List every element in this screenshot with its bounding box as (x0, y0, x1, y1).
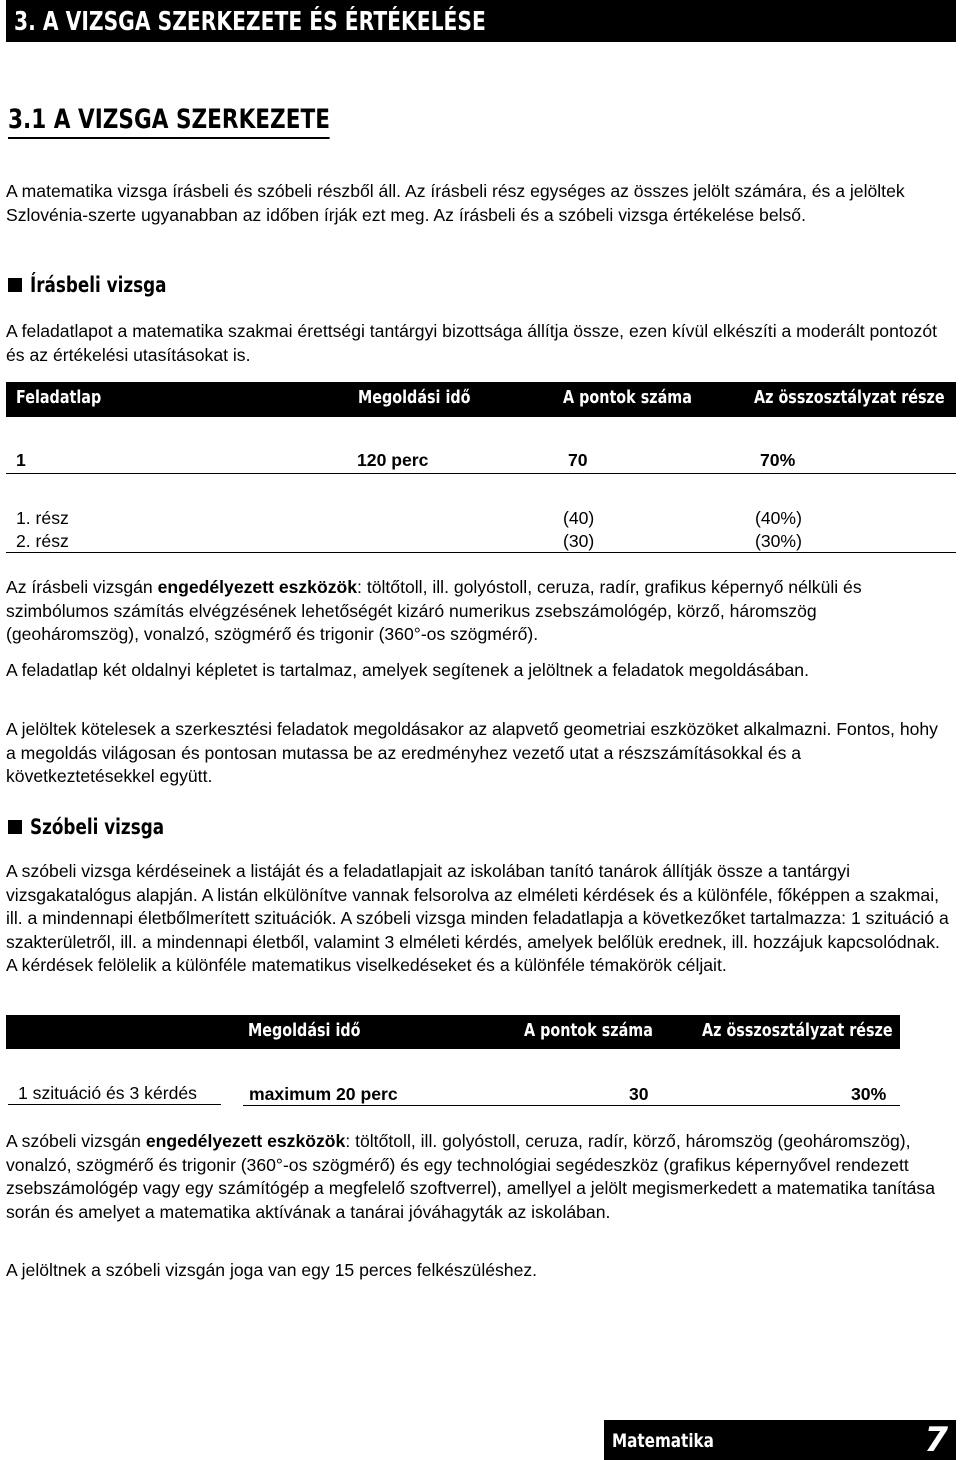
footer-subject: Matematika (612, 1430, 714, 1452)
tools-emphasis: engedélyezett eszközök (157, 577, 358, 597)
oral-exam-heading (8, 815, 198, 839)
chapter-title: 3. A VIZSGA SZERKEZETE ÉS ÉRTÉKELÉSE (14, 7, 486, 37)
written-tools-paragraph: Az írásbeli vizsgán engedélyezett eszközök: töltőtoll, ill. golyóstoll, ceruza, radír, grafikus képernyő nélküli és szimbólumos számítás elvégzésének lehetőségét kizáró numerikus zsebszámológép, körző, háromszög (geoháromszög), vonalzó, szögmérő és trigonir (360°-os szögmérő). (6, 577, 862, 644)
oral-row-points: 30 (629, 1084, 649, 1104)
header-grade-share: Az összosztályzat része (754, 388, 945, 408)
written-exam-heading-text: Írásbeli vizsga (30, 273, 167, 297)
footer-bar (604, 1420, 956, 1460)
header-solving-time: Megoldási idő (248, 1021, 361, 1041)
written-row-time: 120 perc (357, 450, 429, 470)
formula-note: A feladatlap két oldalnyi képletet is tartalmaz, amelyek segítenek a jelöltnek a feladatok megoldásában. (6, 660, 809, 680)
written-subrow-1-share: (40%) (755, 508, 802, 528)
oral-exam-heading-text: Szóbeli vizsga (30, 815, 165, 839)
written-subrow-1-label: 1. rész (16, 508, 69, 528)
written-subrow-2-label: 2. rész (16, 531, 69, 551)
oral-tools-paragraph: A szóbeli vizsgán engedélyezett eszközök: töltőtoll, ill. golyóstoll, ceruza, radír, körző, háromszög (geoháromszög), vonalzó, szögmérő és trigonir (360°-os szögmérő) és egy technológiai segédeszköz (grafikus képernyővel rendezett zsebszámológép vagy egy számítógép a megfelelő szoftverrel), amellyel a jelölt megismerkedett a matematika tanítása során és amelyet a matematika aktívának a tanárai jóváhagyták az iskolában. (6, 1131, 935, 1222)
table-divider (6, 416, 956, 417)
oral-row-share: 30% (851, 1084, 887, 1104)
written-table-header (6, 382, 956, 416)
square-bullet-icon (8, 820, 22, 834)
table-divider (6, 552, 956, 553)
oral-table-header (6, 1015, 900, 1049)
written-row-share: 70% (760, 450, 796, 470)
header-grade-share: Az összosztályzat része (702, 1021, 893, 1041)
tools-emphasis: engedélyezett eszközök (145, 1131, 346, 1151)
square-bullet-icon (8, 278, 22, 292)
section-title: 3.1 A VIZSGA SZERKEZETE (8, 104, 330, 139)
table-divider (6, 473, 956, 474)
oral-row-label: 1 szituáció és 3 kérdés (18, 1083, 197, 1103)
written-description: A feladatlapot a matematika szakmai érettségi tantárgyi bizottsága állítja össze, ezen kívül elkészíti a moderált pontozót és az értékelési utasításokat is. (6, 321, 937, 365)
header-feladatlap: Feladatlap (16, 388, 102, 408)
header-solving-time: Megoldási idő (358, 388, 471, 408)
header-points: A pontok száma (563, 388, 692, 408)
written-exam-heading (8, 273, 201, 297)
table-divider (243, 1105, 900, 1106)
written-row-points: 70 (568, 450, 588, 470)
written-subrow-2-share: (30%) (755, 531, 802, 551)
preparation-note: A jelöltnek a szóbeli vizsgán joga van egy 15 perces felkészüléshez. (6, 1260, 538, 1280)
intro-paragraph: A matematika vizsga írásbeli és szóbeli részből áll. Az írásbeli rész egységes az összes jelölt számára, és a jelöltek Szlovénia-szerte ugyanabban az időben írják ezt meg. Az írásbeli és a szóbeli vizsga értékelése belső. (6, 181, 905, 225)
table-divider (8, 1104, 221, 1105)
oral-row-time: maximum 20 perc (249, 1084, 398, 1104)
geometry-note: A jelöltek kötelesek a szerkesztési feladatok megoldásakor az alapvető geometriai eszközöket alkalmazni. Fontos, hohy a megoldás világosan és pontosan mutassa be az eredményhez vezető utat a részszámításokkal és a következtetésekkel együtt. (6, 719, 938, 786)
written-row-sheet: 1 (16, 450, 26, 470)
oral-description: A szóbeli vizsga kérdéseinek a listáját és a feladatlapjait az iskolában tanító tanárok állítják össze a tantárgyi vizsgakatalógus alapján. A listán elkülönítve vannak felsorolva az elméleti kérdések és a különféle, főképpen a szakmai, ill. a mindennapi életbőlmerített szituációk. A szóbeli vizsga minden feladatlapja a következőket tartalmazza: 1 szituáció a szakterületről, ill. a mindennapi életből, valamint 3 elméleti kérdés, amelyek belőlük erednek, ill. hozzájuk kapcsolódnak. A kérdések felölelik a különféle matematikus viselkedéseket és a különféle témakörök céljait. (6, 861, 949, 975)
written-subrow-1-points: (40) (563, 508, 595, 528)
page-number: 7 (924, 1420, 948, 1460)
header-points: A pontok száma (524, 1021, 653, 1041)
written-subrow-2-points: (30) (563, 531, 595, 551)
chapter-title-bar (6, 0, 956, 42)
